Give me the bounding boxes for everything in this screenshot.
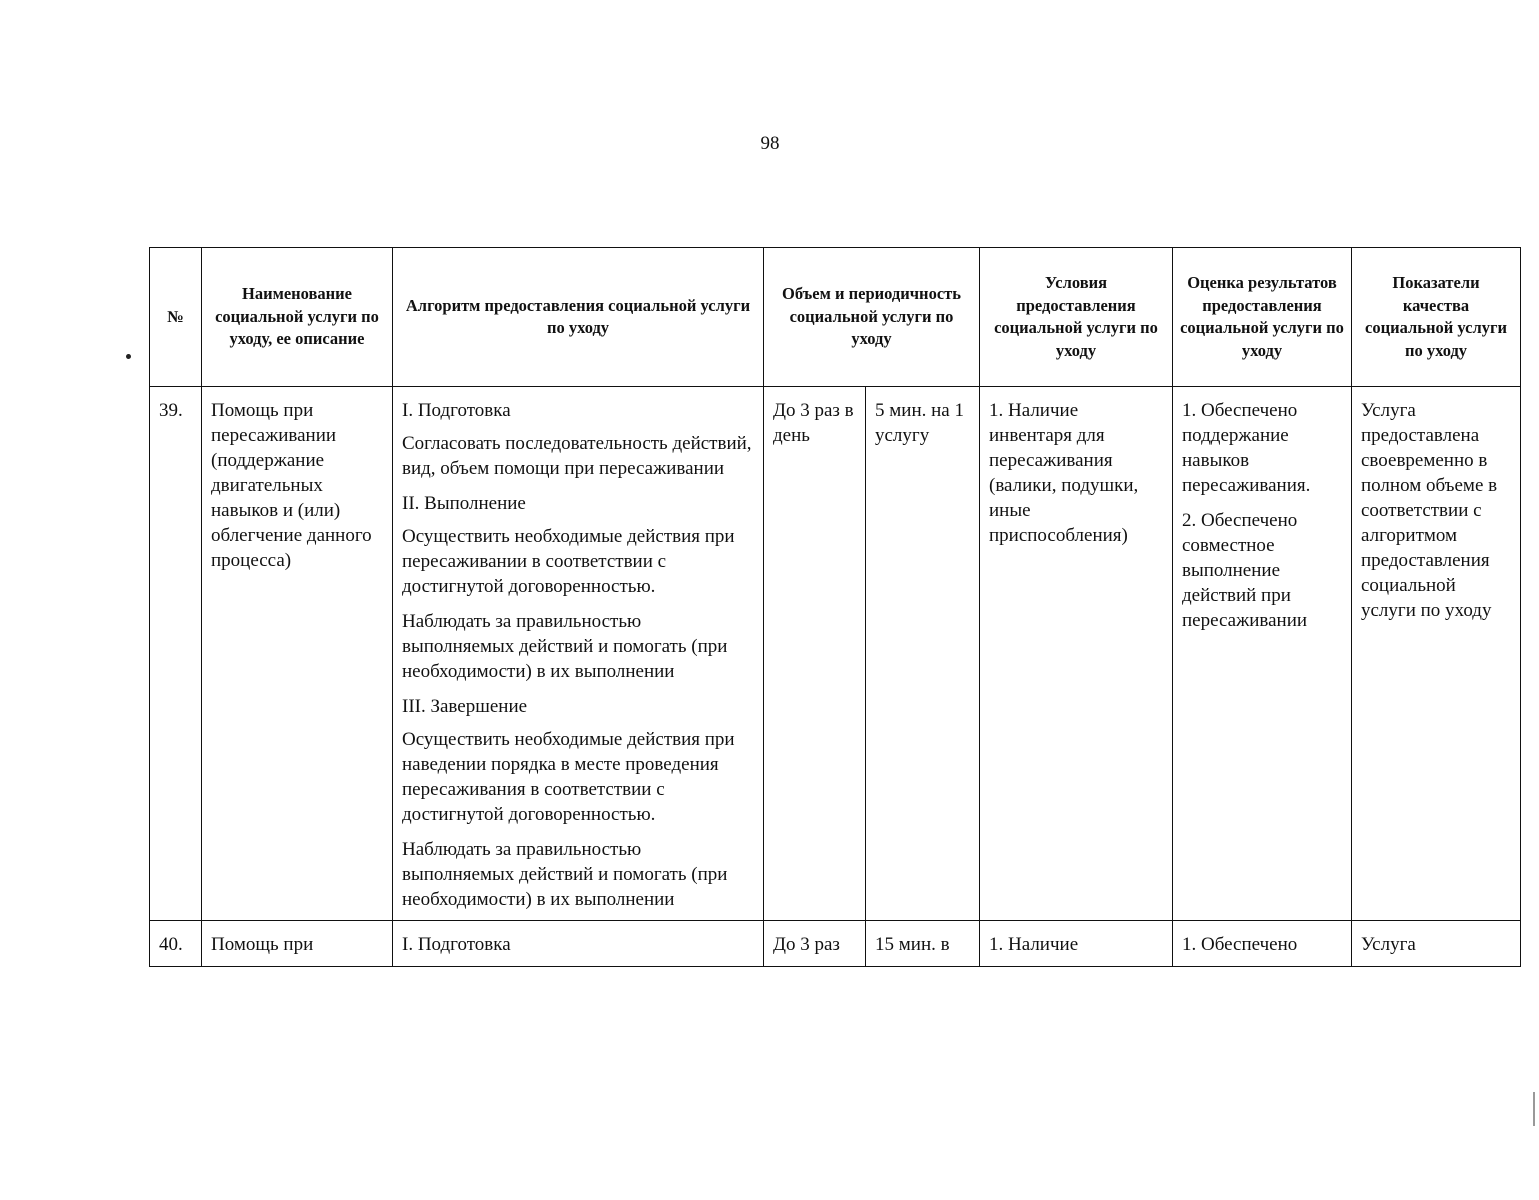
header-conditions: Условия предоставления социальной услуги по уходу: [980, 248, 1173, 387]
header-volume: Объем и периодичность социальной услуги по уходу: [764, 248, 980, 387]
algorithm-step: II. Выполнение: [402, 493, 526, 514]
algorithm-cell: I. Подготовка: [393, 921, 764, 967]
algorithm-step: Согласовать последовательность действий, вид, объем помощи при пересаживании: [402, 433, 752, 479]
duration: 15 мин. в: [866, 921, 980, 967]
algorithm-step: Осуществить необходимые действия при наведении порядка в месте проведения пересаживания в соответствии с достигнутой договоренностью.: [402, 729, 735, 825]
services-table: [149, 247, 1521, 967]
header-algorithm: Алгоритм предоставления социальной услуги по уходу: [393, 248, 764, 387]
table-row: [150, 921, 1521, 967]
header-service-name: Наименование социальной услуги по уходу, ее описание: [202, 248, 393, 387]
conditions: 1. Наличие инвентаря для пересаживания (валики, подушки, иные приспособления): [980, 387, 1173, 921]
algorithm-step: Наблюдать за правильностью выполняемых действий и помогать (при необходимости) в их выполнении: [402, 839, 728, 910]
page-number: 98: [760, 133, 780, 154]
evaluation-item: 1. Обеспечено поддержание навыков пересаживания.: [1182, 400, 1311, 496]
frequency: До 3 раз в день: [764, 387, 866, 921]
quality: Услуга: [1352, 921, 1521, 967]
scan-edge-mark: [1533, 1092, 1535, 1126]
evaluation-cell: 1. Обеспечено: [1173, 921, 1352, 967]
table-row: [150, 387, 1521, 921]
algorithm-step: III. Завершение: [402, 696, 528, 717]
row-number: 40.: [150, 921, 202, 967]
header-quality: Показатели качества социальной услуги по уходу: [1352, 248, 1521, 387]
algorithm-step: Осуществить необходимые действия при пересаживании в соответствии с достигнутой договоренностью.: [402, 526, 735, 597]
algorithm-step: Наблюдать за правильностью выполняемых действий и помогать (при необходимости) в их выполнении: [402, 611, 728, 682]
header-evaluation: Оценка результатов предоставления социальной услуги по уходу: [1173, 248, 1352, 387]
scan-dot: [126, 354, 131, 359]
quality: Услуга предоставлена своевременно в полном объеме в соответствии с алгоритмом предоставления социальной услуги по уходу: [1352, 387, 1521, 921]
header-row: [150, 248, 1521, 387]
algorithm-step: I. Подготовка: [402, 400, 511, 421]
service-name: Помощь при: [202, 921, 393, 967]
algorithm-cell: [393, 387, 764, 921]
conditions: 1. Наличие: [980, 921, 1173, 967]
frequency: До 3 раз: [764, 921, 866, 967]
row-number: 39.: [150, 387, 202, 921]
evaluation-item: 2. Обеспечено совместное выполнение действий при пересаживании: [1182, 510, 1308, 631]
header-num: №: [150, 248, 202, 387]
evaluation-cell: [1173, 387, 1352, 921]
duration: 5 мин. на 1 услугу: [866, 387, 980, 921]
service-name: Помощь при пересаживании (поддержание двигательных навыков и (или) облегчение данного процесса): [202, 387, 393, 921]
